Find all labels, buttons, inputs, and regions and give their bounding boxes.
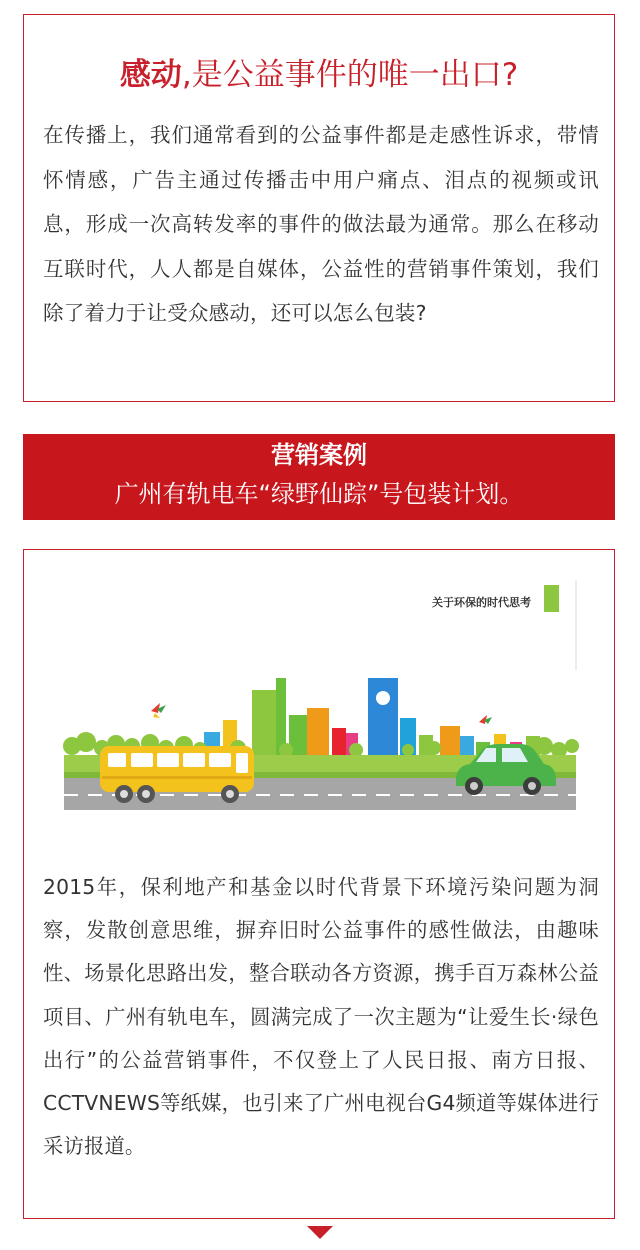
case-banner xyxy=(23,434,615,520)
intro-paragraph: 在传播上，我们通常看到的公益事件都是走感性诉求，带情怀情感，广告主通过传播击中用户痛点、泪点的视频或讯息，形成一次高转发率的事件的做法最为通常。那么在移动互联时代，人人都是自媒体，公益性的营销事件策划，我们除了着力于让受众感动，还可以怎么包装? xyxy=(43,123,599,326)
illustration-caption: 关于环保的时代思考 xyxy=(432,596,531,609)
title-highlight: 感动 xyxy=(119,57,182,93)
case-paragraph: 2015年，保利地产和基金以时代背景下环境污染问题为洞察，发散创意思维，摒弃旧时公益事件的感性做法，由趣味性、场景化思路出发，整合联动各方资源，携手百万森林公益项目、广州有轨电车，圆满完成了一次主题为“让爱生长·绿色出行”的公益营销事件，不仅登上了人民日报、南方日报、CCTVNEWS等纸媒，也引来了广州电视台G4频道等媒体进行采访报道。 xyxy=(43,875,599,1159)
down-arrow-icon xyxy=(307,1226,333,1240)
section-title xyxy=(24,55,614,95)
intro-card xyxy=(23,14,615,402)
banner-subheading: 广州有轨电车“绿野仙踪”号包装计划。 xyxy=(114,480,524,508)
bird-icon xyxy=(151,703,166,718)
case-card xyxy=(23,549,615,1219)
banner-heading: 营销案例 xyxy=(271,441,367,469)
caption-tag xyxy=(544,585,559,612)
bird-icon xyxy=(479,715,492,724)
title-rest: ,是公益事件的唯一出口? xyxy=(181,57,519,93)
green-travel-illustration xyxy=(24,550,614,840)
